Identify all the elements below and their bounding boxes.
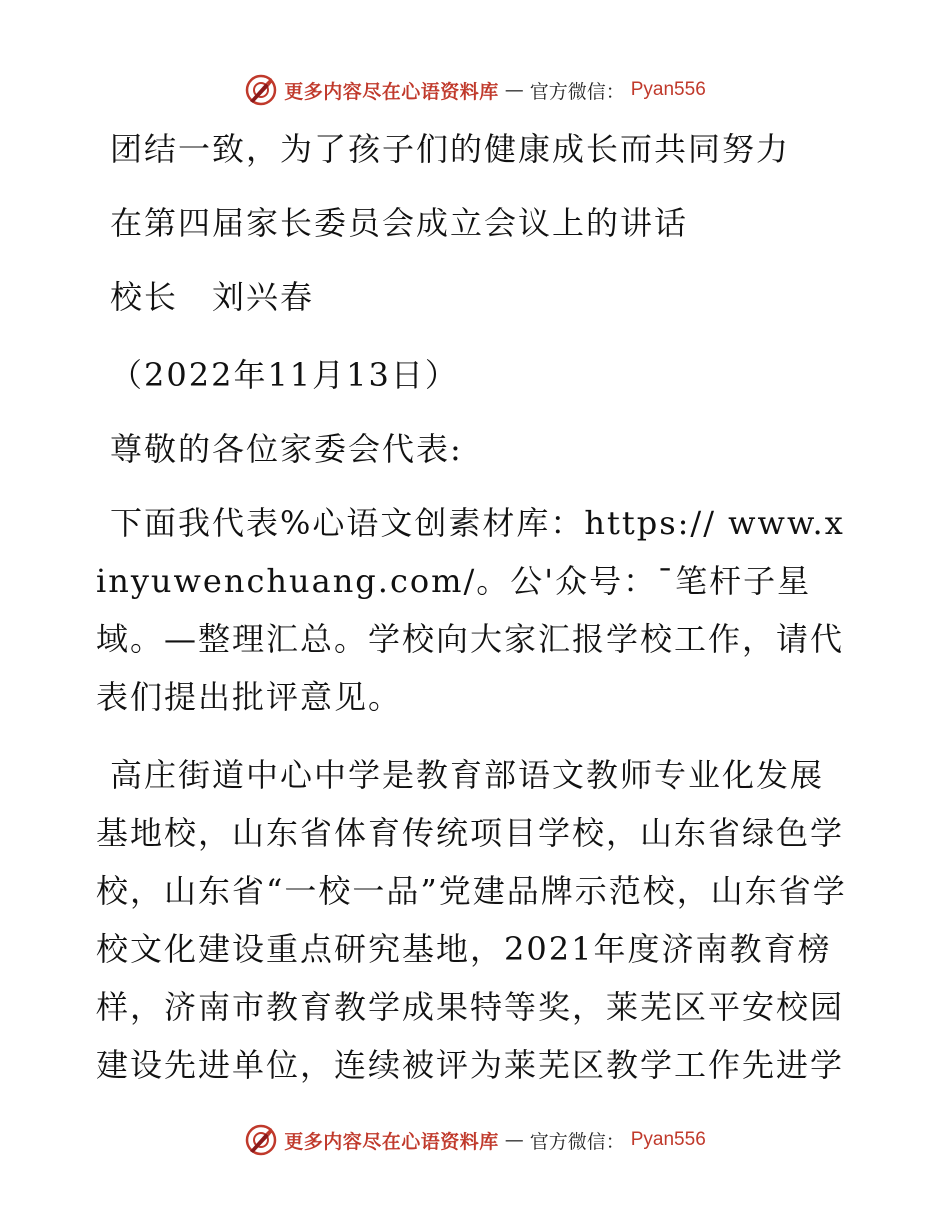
document-paragraph-2: 高庄街道中心中学是教育部语文教师专业化发展基地校，山东省体育传统项目学校，山东省绿色学校，山东省“一校一品”党建品牌示范校，山东省学校文化建设重点研究基地，2021年度济南教育榜样，济南市教育教学成果特等奖，莱芜区平安校园建设先进单位，连续被评为莱芜区教学工作先进学 (96, 756, 847, 1084)
watermark-label: 官方微信： (529, 1130, 625, 1153)
document-title: 团结一致，为了孩子们的健康成长而共同努力 (110, 130, 791, 168)
document-paragraph-1: 下面我代表%心语文创素材库：https:// www.xinyuwenchuang.com/。公'众号：¯笔杆子星域。—整理汇总。学校向大家汇报学校工作，请代表们提出批评意见。 (96, 504, 845, 716)
document-author: 校长 刘兴春 (110, 278, 315, 316)
logo-icon (244, 1123, 278, 1157)
document-subtitle: 在第四届家长委员会成立会议上的讲话 (110, 204, 689, 242)
document-date: （2022年11月13日） (110, 356, 459, 394)
watermark-id: Pyan556 (630, 79, 706, 100)
watermark-separator: — (504, 79, 524, 101)
footer-watermark (0, 1120, 950, 1160)
watermark-text: 更多内容尽在心语资料库 (284, 80, 499, 103)
watermark-id: Pyan556 (630, 1129, 706, 1150)
watermark-label: 官方微信： (529, 80, 625, 103)
watermark-separator: — (504, 1129, 524, 1151)
watermark-text: 更多内容尽在心语资料库 (284, 1130, 499, 1153)
header-watermark (0, 70, 950, 110)
document-salutation: 尊敬的各位家委会代表: (110, 430, 463, 468)
document-body (96, 120, 856, 1094)
logo-icon (244, 73, 278, 107)
